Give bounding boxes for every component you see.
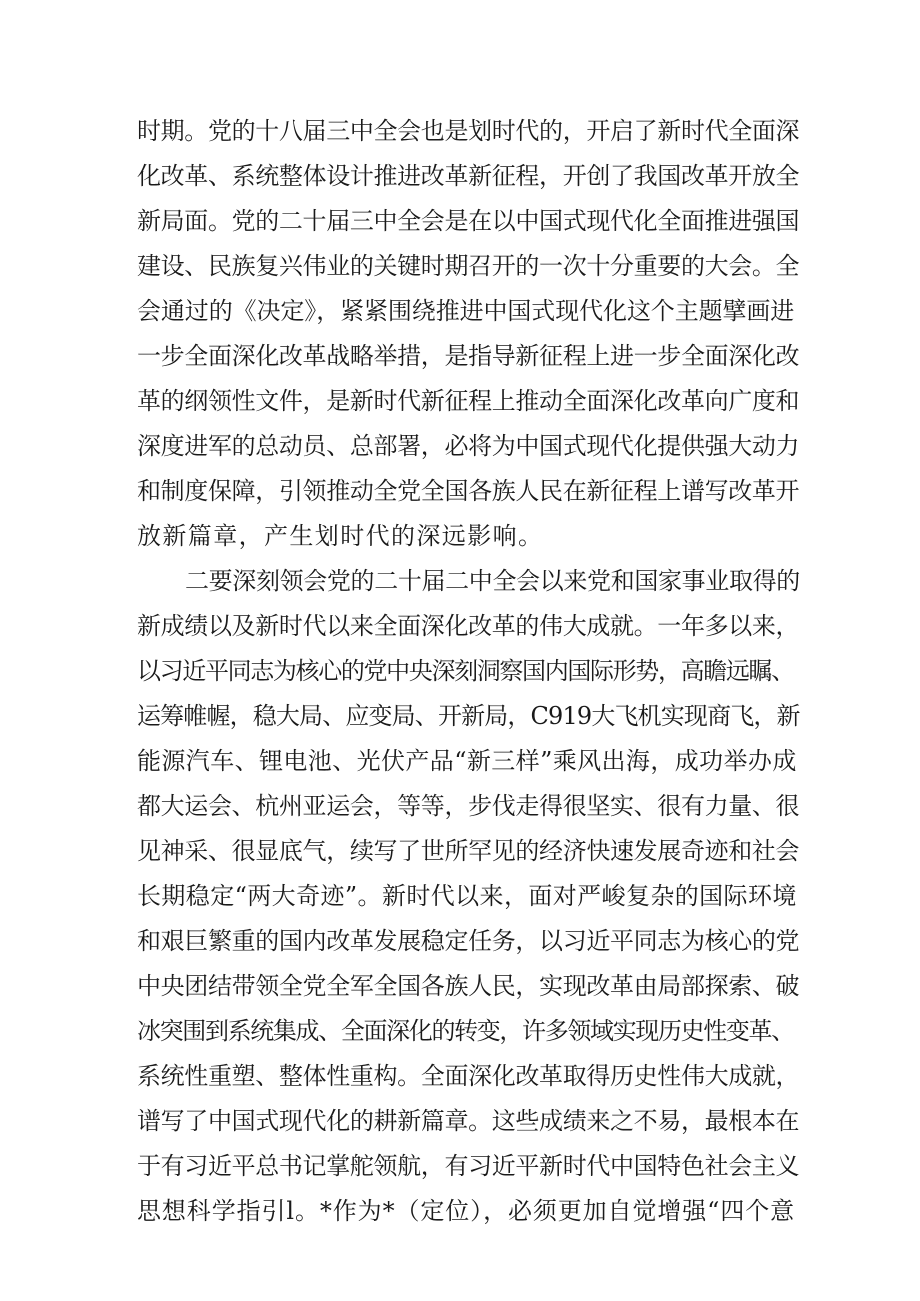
text-line: 冰突围到系统集成、全面深化的转变，许多领域实现历史性变革、 [137, 1017, 794, 1045]
text-line: 都大运会、杭州亚运会，等等，步伐走得很坚实、很有力量、很 [137, 792, 800, 820]
text-line: 会通过的《决定》，紧紧围绕推进中国式现代化这个主题擘画进 [137, 297, 795, 325]
text-line: 思想科学指引l。*作为*（定位），必须更加自觉增强“四个意 [137, 1197, 796, 1225]
text-line: 见神采、很显底气，续写了世所罕见的经济快速发展奇迹和社会 [137, 837, 800, 865]
text-line: 和艰巨繁重的国内改革发展稳定任务，以习近平同志为核心的党 [137, 927, 800, 955]
text-line: 深度进军的总动员、总部署，必将为中国式现代化提供强大动力 [137, 432, 800, 460]
text-line: 放新篇章，产生划时代的深远影响。 [137, 522, 544, 550]
text-line: 系统性重塑、整体性重构。全面深化改革取得历史性伟大成就， [137, 1062, 800, 1090]
text-line: 一步全面深化改革战略举措，是指导新征程上进一步全面深化改 [137, 342, 800, 370]
text-line: 二要深刻领会党的二十届二中全会以来党和国家事业取得的 [185, 567, 800, 595]
text-line: 革的纲领性文件，是新时代新征程上推动全面深化改革向广度和 [137, 387, 800, 415]
text-line: 时期。党的十八届三中全会也是划时代的，开启了新时代全面深 [137, 117, 800, 145]
text-line: 新成绩以及新时代以来全面深化改革的伟大成就。一年多以来， [137, 612, 800, 640]
text-line: 建设、民族复兴伟业的关键时期召开的一次十分重要的大会。全 [137, 252, 800, 280]
text-line: 化改革、系统整体设计推进改革新征程，开创了我国改革开放全 [137, 162, 800, 190]
text-line: 长期稳定“两大奇迹”。新时代以来，面对严峻复杂的国际环境 [137, 882, 797, 910]
text-line: 谱写了中国式现代化的耕新篇章。这些成绩来之不易，最根本在 [137, 1107, 800, 1135]
text-line: 运筹帷幄，稳大局、应变局、开新局，C919大飞机实现商飞，新 [137, 702, 800, 730]
text-line: 中央团结带领全党全军全国各族人民，实现改革由局部探索、破 [137, 972, 800, 1000]
text-line: 和制度保障，引领推动全党全国各族人民在新征程上谱写改革开 [137, 477, 800, 505]
text-line: 于有习近平总书记掌舵领航，有习近平新时代中国特色社会主义 [137, 1152, 800, 1180]
text-line: 以习近平同志为核心的党中央深刻洞察国内国际形势，高瞻远瞩、 [137, 657, 794, 685]
text-line: 新局面。党的二十届三中全会是在以中国式现代化全面推进强国 [137, 207, 800, 235]
text-line: 能源汽车、锂电池、光伏产品“新三样”乘风出海，成功举办成 [137, 747, 797, 775]
